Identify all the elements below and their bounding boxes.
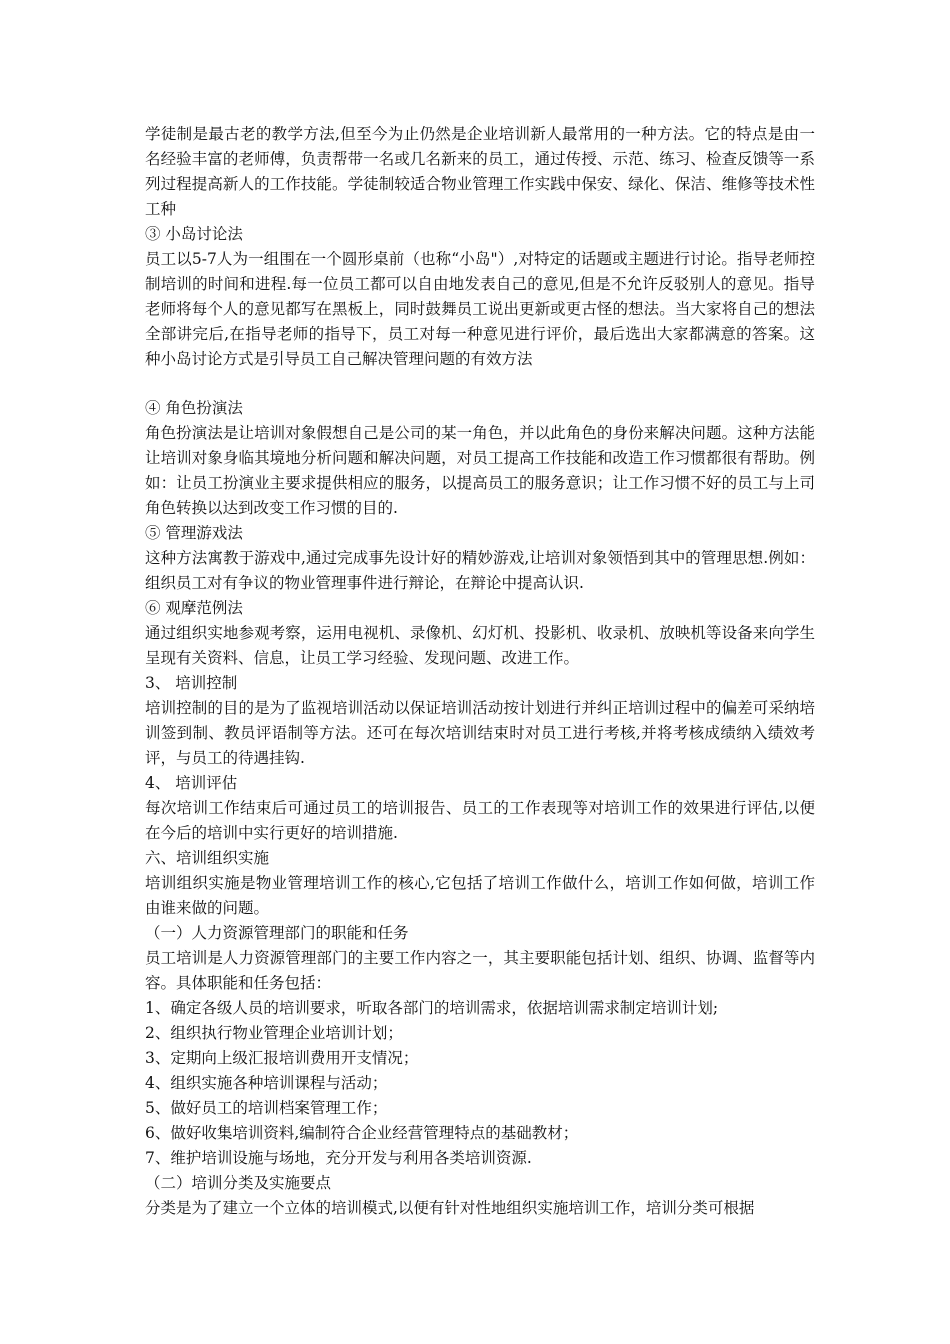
- heading-training-control: 3、 培训控制: [145, 674, 238, 692]
- list-item: 6、做好收集培训资料,编制符合企业经营管理特点的基础教材；: [145, 1124, 579, 1142]
- document-body: [145, 122, 815, 1221]
- paragraph-training-classification: 分类是为了建立一个立体的培训模式,以便有针对性地组织实施培训工作，培训分类可根据: [145, 1199, 755, 1217]
- heading-observation: ⑥ 观摩范例法: [145, 599, 243, 617]
- list-item: 2、组织执行物业管理企业培训计划；: [145, 1024, 403, 1042]
- paragraph-role-play: 角色扮演法是让培训对象假想自己是公司的某一角色，并以此角色的身份来解决问题。这种方法能让培训对象身临其境地分析问题和解决问题，对员工提高工作技能和改造工作习惯都很有帮助。例如：让员工扮演业主要求提供相应的服务，以提高员工的服务意识；让工作习惯不好的员工与上司角色转换以达到改变工作习惯的目的.: [145, 424, 815, 517]
- paragraph-training-control: 培训控制的目的是为了监视培训活动以保证培训活动按计划进行并纠正培训过程中的偏差可采纳培训签到制、教员评语制等方法。还可在每次培训结束时对员工进行考核,并将考核成绩纳入绩效考评，与员工的待遇挂钩.: [145, 699, 815, 767]
- paragraph-island-discussion: 员工以5-7人为一组围在一个圆形桌前（也称“小岛"）,对特定的话题或主题进行讨论。指导老师控制培训的时间和进程.每一位员工都可以自由地发表自己的意见,但是不允许反驳别人的意见。指导老师将每个人的意见都写在黑板上，同时鼓舞员工说出更新或更古怪的想法。当大家将自己的想法全部讲完后,在指导老师的指导下，员工对每一种意见进行评价，最后选出大家都满意的答案。这种小岛讨论方式是引导员工自己解决管理问题的有效方法: [145, 250, 815, 368]
- paragraph-apprenticeship: 学徒制是最古老的教学方法,但至今为止仍然是企业培训新人最常用的一种方法。它的特点是由一名经验丰富的老师傅，负责帮带一名或几名新来的员工，通过传授、示范、练习、检查反馈等一系列过程提高新人的工作技能。学徒制较适合物业管理工作实践中保安、绿化、保洁、维修等技术性工种: [145, 125, 815, 218]
- heading-training-classification: （二）培训分类及实施要点: [145, 1174, 332, 1192]
- blank-line: [145, 372, 815, 396]
- heading-section-six: 六、培训组织实施: [145, 849, 270, 867]
- paragraph-observation: 通过组织实地参观考察，运用电视机、录像机、幻灯机、投影机、收录机、放映机等设备来向学生呈现有关资料、信息，让员工学习经验、发现问题、改进工作。: [145, 624, 815, 667]
- paragraph-management-game: 这种方法寓教于游戏中,通过完成事先设计好的精妙游戏,让培训对象领悟到其中的管理思想.例如：组织员工对有争议的物业管理事件进行辩论，在辩论中提高认识.: [145, 549, 815, 592]
- paragraph-hr-duties: 员工培训是人力资源管理部门的主要工作内容之一，其主要职能包括计划、组织、协调、监督等内容。具体职能和任务包括：: [145, 949, 815, 992]
- heading-management-game: ⑤ 管理游戏法: [145, 524, 243, 542]
- paragraph-training-evaluation: 每次培训工作结束后可通过员工的培训报告、员工的工作表现等对培训工作的效果进行评估,以便在今后的培训中实行更好的培训措施.: [145, 799, 815, 842]
- list-item: 4、组织实施各种培训课程与活动；: [145, 1074, 388, 1092]
- list-item: 1、确定各级人员的培训要求，听取各部门的培训需求，依据培训需求制定培训计划;: [145, 999, 719, 1017]
- list-item: 7、维护培训设施与场地，充分开发与利用各类培训资源.: [145, 1149, 532, 1167]
- heading-island-discussion: ③ 小岛讨论法: [145, 225, 243, 243]
- heading-hr-duties: （一）人力资源管理部门的职能和任务: [145, 924, 409, 942]
- heading-training-evaluation: 4、 培训评估: [145, 774, 238, 792]
- list-item: 5、做好员工的培训档案管理工作；: [145, 1099, 388, 1117]
- heading-role-play: ④ 角色扮演法: [145, 399, 243, 417]
- paragraph-section-six: 培训组织实施是物业管理培训工作的核心,它包括了培训工作做什么，培训工作如何做，培训工作由谁来做的问题。: [145, 874, 815, 917]
- list-item: 3、定期向上级汇报培训费用开支情况；: [145, 1049, 419, 1067]
